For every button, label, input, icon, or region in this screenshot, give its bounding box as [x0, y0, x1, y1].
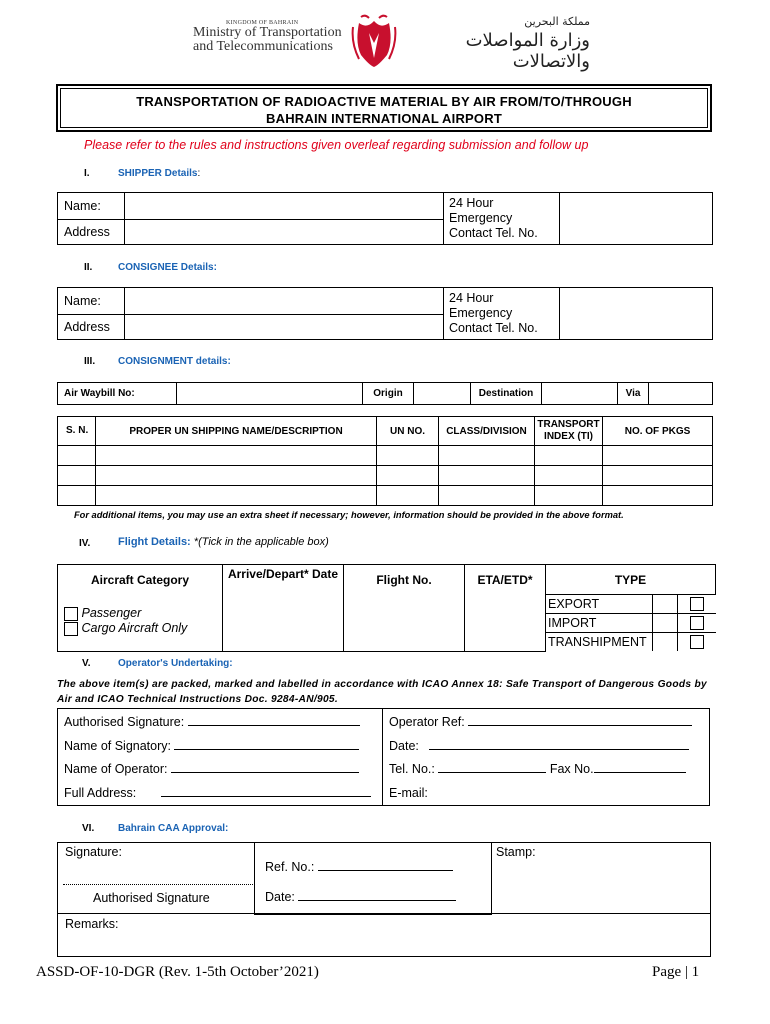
shipper-table	[57, 192, 713, 245]
tick-note: *(Tick in the applicable box)	[193, 536, 329, 548]
type-spacer	[653, 614, 678, 633]
email-field[interactable]: E-mail:	[383, 781, 710, 806]
ministry-header	[193, 20, 363, 54]
underline	[298, 889, 456, 901]
cell-input[interactable]	[535, 486, 603, 506]
col-sn: S. N.	[58, 417, 96, 446]
kingdom-label: KINGDOM OF BAHRAIN	[226, 20, 299, 26]
colon: :	[197, 168, 201, 179]
aircraft-options	[58, 595, 223, 652]
type-spacer	[653, 595, 678, 614]
shipper-name-label: Name:	[58, 193, 125, 220]
col-type: TYPE	[546, 565, 716, 595]
caa-authorised-signature: Authorised Signature	[93, 891, 210, 905]
cell-input[interactable]	[603, 486, 713, 506]
type-checkbox-cell	[678, 614, 716, 633]
cell-input[interactable]	[96, 446, 377, 466]
type-option-import: IMPORT	[546, 614, 653, 633]
cell-input[interactable]	[96, 466, 377, 486]
caa-ref-box	[254, 842, 492, 915]
caa-signature-line[interactable]	[63, 884, 253, 885]
origin-label: Origin	[363, 383, 414, 405]
col-description: PROPER UN SHIPPING NAME/DESCRIPTION	[96, 417, 377, 446]
caa-remarks-label: Remarks:	[65, 917, 119, 931]
section-number: VI.	[82, 823, 95, 834]
underline	[161, 785, 371, 797]
col-un-no: UN NO.	[377, 417, 439, 446]
bahrain-emblem	[351, 13, 397, 68]
col-pkgs: NO. OF PKGS	[603, 417, 713, 446]
origin-input[interactable]	[414, 383, 471, 405]
underline	[429, 738, 689, 750]
table-header-row	[58, 417, 713, 446]
destination-input[interactable]	[542, 383, 618, 405]
aircraft-option-cargo[interactable]: Cargo Aircraft Only	[64, 621, 222, 636]
title-line1: TRANSPORTATION OF RADIOACTIVE MATERIAL BY AIR FROM/TO/THROUGH	[136, 94, 632, 109]
ministry-name-line2: and Telecommunications	[193, 39, 333, 54]
notice-text: Please refer to the rules and instructions given overleaf regarding submission and follow up	[84, 138, 589, 152]
caa-ref-field[interactable]: Ref. No.:	[265, 859, 453, 874]
col-flight-no: Flight No.	[344, 565, 465, 652]
shipper-emergency-input[interactable]	[560, 193, 713, 245]
cell-input[interactable]	[58, 446, 96, 466]
operator-date-field[interactable]: Date:	[383, 733, 710, 757]
underline	[438, 761, 546, 773]
section-number: I.	[84, 168, 90, 179]
col-eta-etd: ETA/ETD*	[465, 565, 546, 652]
cargo-checkbox[interactable]	[64, 622, 78, 636]
awb-label: Air Waybill No:	[58, 383, 177, 405]
consignee-name-label: Name:	[58, 288, 125, 315]
type-options-table	[546, 595, 716, 651]
consignee-heading: CONSIGNEE Details:	[118, 262, 217, 273]
authorised-signature-field[interactable]: Authorised Signature:	[58, 709, 383, 734]
flight-table	[57, 564, 716, 652]
consignee-table	[57, 287, 713, 340]
shipper-address-input[interactable]	[125, 220, 444, 245]
section-number: III.	[84, 356, 96, 367]
col-arrive-depart: Arrive/Depart* Date	[223, 565, 344, 652]
type-spacer	[653, 633, 678, 652]
export-checkbox[interactable]	[690, 597, 704, 611]
underline	[318, 859, 453, 871]
additional-items-note: For additional items, you may use an extra sheet if necessary; however, information should be provided in the above format.	[74, 510, 624, 520]
cell-input[interactable]	[96, 486, 377, 506]
consignee-emergency-input[interactable]	[560, 288, 713, 340]
arabic-kingdom: مملكة البحرين	[524, 15, 590, 28]
doc-reference: ASSD-OF-10-DGR (Rev. 1-5th October’2021)	[36, 964, 319, 980]
cell-input[interactable]	[439, 486, 535, 506]
operator-heading: Operator's Undertaking:	[118, 658, 233, 669]
full-address-field[interactable]: Full Address:	[58, 781, 383, 806]
cell-input[interactable]	[58, 466, 96, 486]
type-option-transhipment: TRANSHIPMENT	[546, 633, 653, 652]
table-row	[58, 446, 713, 466]
consignment-heading: CONSIGNMENT details:	[118, 356, 231, 367]
title-line2: BAHRAIN INTERNATIONAL AIRPORT	[266, 111, 502, 126]
via-input[interactable]	[649, 383, 713, 405]
col-transport-index: TRANSPORT INDEX (TI)	[535, 417, 603, 446]
operator-statement: The above item(s) are packed, marked and labelled in accordance with ICAO Annex 18: Safe Transport of Dangerous Goods by Air and ICAO Technical Instructions Doc. 9284-AN/905.	[57, 679, 707, 705]
shipper-emergency-label: 24 Hour Emergency Contact Tel. No.	[444, 193, 560, 245]
flight-heading-row	[118, 536, 329, 548]
caa-divider	[58, 913, 710, 914]
cell-input[interactable]	[439, 446, 535, 466]
consignee-address-label: Address	[58, 315, 125, 340]
consignee-name-input[interactable]	[125, 288, 444, 315]
underline	[171, 761, 359, 773]
consignee-emergency-label: 24 Hour Emergency Contact Tel. No.	[444, 288, 560, 340]
underline	[468, 714, 692, 726]
table-row	[58, 486, 713, 506]
cell-input[interactable]	[535, 466, 603, 486]
underline	[594, 761, 686, 773]
arabic-ministry: وزارة المواصلات والاتصالات	[465, 30, 590, 72]
destination-label: Destination	[471, 383, 542, 405]
type-checkbox-cell	[678, 595, 716, 614]
consignment-items-table	[57, 416, 713, 506]
section-number: V.	[82, 658, 91, 669]
cell-input[interactable]	[377, 486, 439, 506]
operator-ref-field[interactable]: Operator Ref:	[383, 709, 710, 734]
transhipment-checkbox[interactable]	[690, 635, 704, 649]
cell-input[interactable]	[377, 466, 439, 486]
caa-heading: Bahrain CAA Approval:	[118, 823, 229, 834]
cell-input[interactable]	[603, 446, 713, 466]
cell-input[interactable]	[603, 466, 713, 486]
via-label: Via	[618, 383, 649, 405]
name-signatory-field[interactable]: Name of Signatory:	[58, 733, 383, 757]
aircraft-option-passenger[interactable]: Passenger	[64, 606, 222, 621]
consignee-address-input[interactable]	[125, 315, 444, 340]
caa-signature-label: Signature:	[65, 845, 122, 859]
section-heading	[118, 168, 200, 179]
caa-stamp-label: Stamp:	[496, 845, 536, 859]
page-number: Page | 1	[652, 964, 700, 980]
shipper-address-label: Address	[58, 220, 125, 245]
cell-input[interactable]	[377, 446, 439, 466]
waybill-table	[57, 382, 713, 405]
section-number: IV.	[79, 538, 91, 549]
underline	[174, 738, 359, 750]
caa-box	[57, 842, 711, 957]
col-class: CLASS/DIVISION	[439, 417, 535, 446]
underline	[188, 714, 360, 726]
col-aircraft-category: Aircraft Category	[58, 565, 223, 595]
ministry-name-line1: Ministry of Transportation	[193, 25, 342, 40]
type-option-export: EXPORT	[546, 595, 653, 614]
import-checkbox[interactable]	[690, 616, 704, 630]
title-box	[56, 84, 712, 132]
type-checkbox-cell	[678, 633, 716, 652]
caa-date-field[interactable]: Date:	[265, 889, 456, 904]
tel-fax-field[interactable]: Tel. No.: Fax No.	[383, 757, 710, 781]
table-header-row	[58, 565, 716, 595]
table-row	[58, 466, 713, 486]
shipper-name-input[interactable]	[125, 193, 444, 220]
shipper-heading: SHIPPER Details	[118, 168, 198, 179]
name-operator-field[interactable]: Name of Operator:	[58, 757, 383, 781]
passenger-checkbox[interactable]	[64, 607, 78, 621]
cell-input[interactable]	[58, 486, 96, 506]
awb-input[interactable]	[177, 383, 363, 405]
section-number: II.	[84, 262, 93, 273]
flight-heading: Flight Details:	[118, 536, 191, 548]
operator-table	[57, 708, 710, 806]
cell-input[interactable]	[439, 466, 535, 486]
cell-input[interactable]	[535, 446, 603, 466]
